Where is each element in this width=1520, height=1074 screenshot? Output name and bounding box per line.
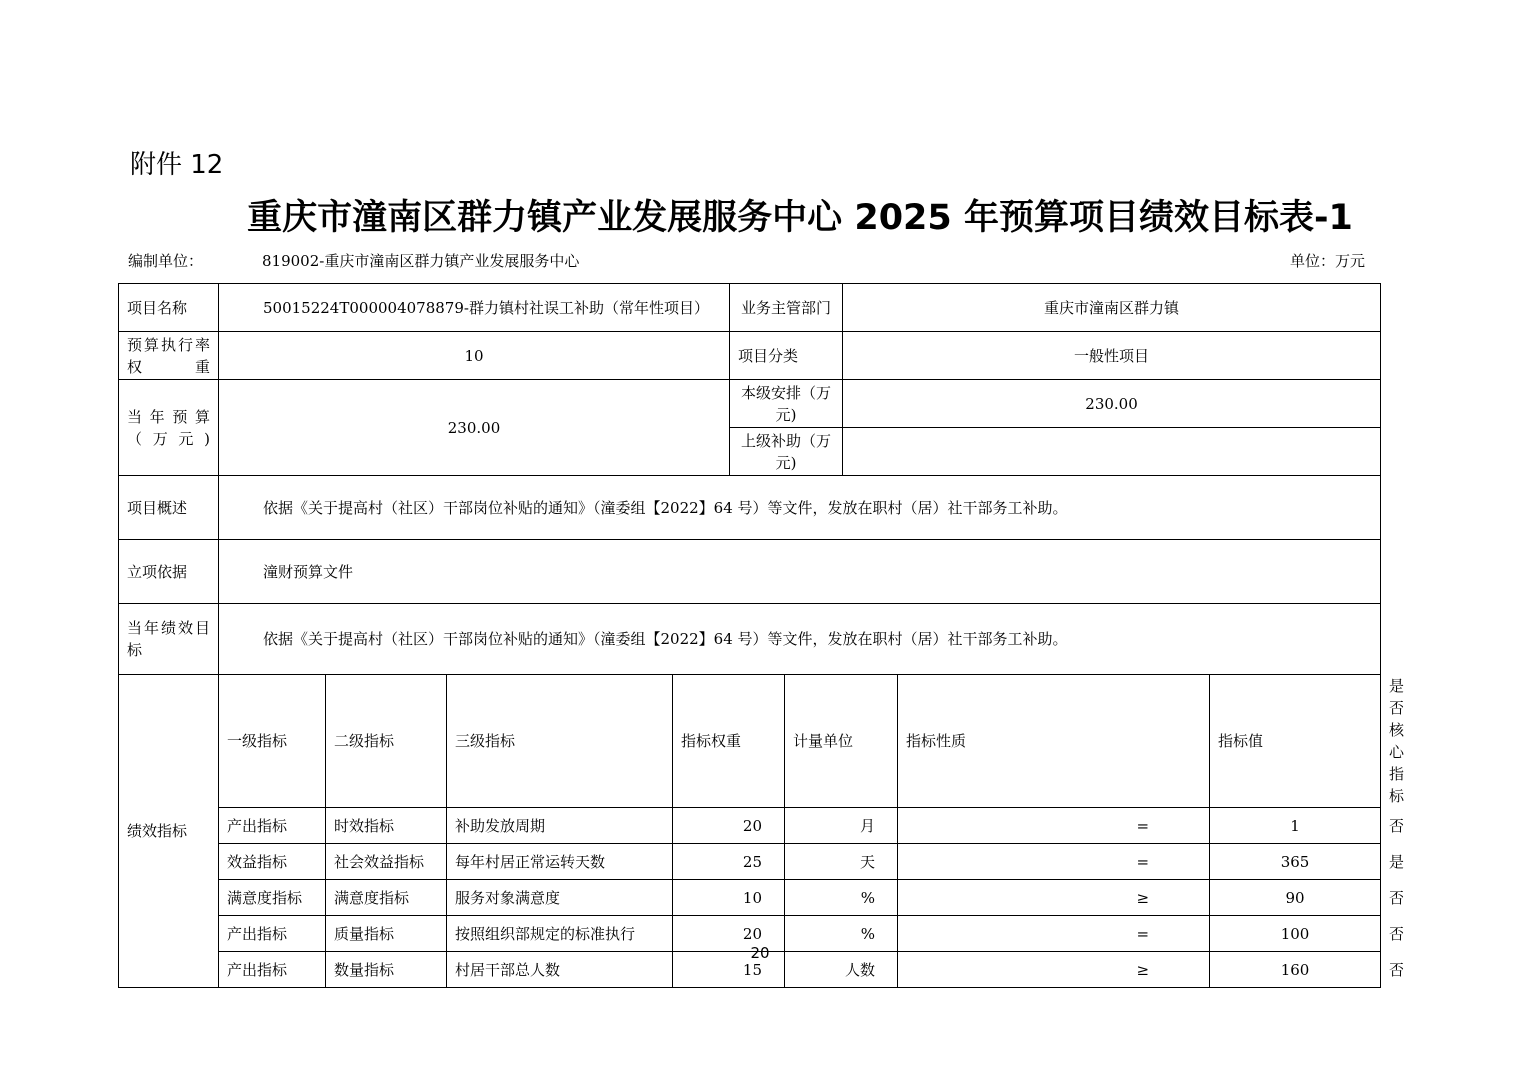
value-cell: 90 xyxy=(1210,880,1381,916)
unit-cell: % xyxy=(785,916,898,952)
level1-cell: 效益指标 xyxy=(219,844,326,880)
level3-cell: 按照组织部规定的标准执行 xyxy=(447,916,673,952)
indicator-header: 计量单位 xyxy=(785,675,898,808)
table-row: 产出指标 数量指标 村居干部总人数 15 人数 ≥ 160 否 xyxy=(119,952,1381,988)
project-name-label: 项目名称 xyxy=(119,284,219,332)
indicator-header: 指标权重 xyxy=(673,675,785,808)
table-row xyxy=(119,380,1381,428)
local-label: 本级安排（万元) xyxy=(730,380,843,428)
table-row xyxy=(119,604,1381,675)
level3-cell: 每年村居正常运转天数 xyxy=(447,844,673,880)
weight-label: 预算执行率权重 xyxy=(119,332,219,380)
table-row: 满意度指标 满意度指标 服务对象满意度 10 % ≥ 90 否 xyxy=(119,880,1381,916)
level1-cell: 产出指标 xyxy=(219,808,326,844)
table-row: 产出指标 时效指标 补助发放周期 20 月 = 1 否 xyxy=(119,808,1381,844)
goal-value: 依据《关于提高村（社区）干部岗位补贴的通知》（潼委组【2022】64 号）等文件，发放在职村（居）社干部务工补助。 xyxy=(219,604,1381,675)
compiling-unit-value: 819002-重庆市潼南区群力镇产业发展服务中心 xyxy=(262,252,580,270)
basis-label: 立项依据 xyxy=(119,540,219,604)
overview-label: 项目概述 xyxy=(119,476,219,540)
table-row xyxy=(119,284,1381,332)
table-row xyxy=(119,332,1381,380)
goal-label: 当年绩效目标 xyxy=(119,604,219,675)
budget-value: 230.00 xyxy=(219,380,730,476)
upper-value xyxy=(843,428,1381,476)
weight-cell: 25 xyxy=(673,844,785,880)
weight-cell: 20 xyxy=(673,808,785,844)
attachment-label: 附件 12 xyxy=(130,150,224,180)
category-label: 项目分类 xyxy=(730,332,843,380)
indicator-header: 指标值 xyxy=(1210,675,1381,808)
level3-cell: 村居干部总人数 xyxy=(447,952,673,988)
indicator-header: 指标性质 xyxy=(898,675,1210,808)
performance-table xyxy=(118,283,1405,988)
level2-cell: 质量指标 xyxy=(326,916,447,952)
unit-cell: % xyxy=(785,880,898,916)
value-cell: 1 xyxy=(1210,808,1381,844)
upper-label: 上级补助（万元) xyxy=(730,428,843,476)
unit-cell: 人数 xyxy=(785,952,898,988)
level2-cell: 社会效益指标 xyxy=(326,844,447,880)
project-name-value: 50015224T000004078879-群力镇村社误工补助（常年性项目） xyxy=(219,284,730,332)
weight-cell: 10 xyxy=(673,880,785,916)
basis-value: 潼财预算文件 xyxy=(219,540,1381,604)
indicator-section-label: 绩效指标 xyxy=(119,675,219,988)
money-unit: 单位：万元 xyxy=(1290,252,1366,270)
weight-cell: 20 xyxy=(673,916,785,952)
level3-cell: 补助发放周期 xyxy=(447,808,673,844)
level2-cell: 时效指标 xyxy=(326,808,447,844)
unit-cell: 月 xyxy=(785,808,898,844)
level1-cell: 产出指标 xyxy=(219,916,326,952)
nature-cell: ≥ xyxy=(898,880,1210,916)
dept-label: 业务主管部门 xyxy=(730,284,843,332)
value-cell: 365 xyxy=(1210,844,1381,880)
category-value: 一般性项目 xyxy=(843,332,1381,380)
level2-cell: 满意度指标 xyxy=(326,880,447,916)
table-row: 效益指标 社会效益指标 每年村居正常运转天数 25 天 = 365 是 xyxy=(119,844,1381,880)
level1-cell: 产出指标 xyxy=(219,952,326,988)
indicator-header: 一级指标 xyxy=(219,675,326,808)
indicator-header-row: 绩效指标 一级指标 二级指标 三级指标 指标权重 计量单位 指标性质 指标值 是否核心指标 xyxy=(119,675,1381,808)
compiling-unit-label: 编制单位： xyxy=(128,252,204,270)
indicator-header: 二级指标 xyxy=(326,675,447,808)
table-row xyxy=(119,476,1381,540)
indicator-header: 三级指标 xyxy=(447,675,673,808)
document-title: 重庆市潼南区群力镇产业发展服务中心 2025 年预算项目绩效目标表-1 xyxy=(247,198,1353,238)
table-row: 产出指标 质量指标 按照组织部规定的标准执行 20 % = 100 否 xyxy=(119,916,1381,952)
level3-cell: 服务对象满意度 xyxy=(447,880,673,916)
nature-cell: = xyxy=(898,916,1210,952)
weight-value: 10 xyxy=(219,332,730,380)
dept-value: 重庆市潼南区群力镇 xyxy=(843,284,1381,332)
page-number: 20 xyxy=(750,944,770,962)
nature-cell: ≥ xyxy=(898,952,1210,988)
value-cell: 160 xyxy=(1210,952,1381,988)
overview-value: 依据《关于提高村（社区）干部岗位补贴的通知》（潼委组【2022】64 号）等文件，发放在职村（居）社干部务工补助。 xyxy=(219,476,1381,540)
local-value: 230.00 xyxy=(843,380,1381,428)
nature-cell: = xyxy=(898,808,1210,844)
weight-cell: 15 xyxy=(673,952,785,988)
unit-cell: 天 xyxy=(785,844,898,880)
level2-cell: 数量指标 xyxy=(326,952,447,988)
value-cell: 100 xyxy=(1210,916,1381,952)
table-row xyxy=(119,540,1381,604)
nature-cell: = xyxy=(898,844,1210,880)
level1-cell: 满意度指标 xyxy=(219,880,326,916)
budget-label: 当年预算（万元) xyxy=(119,380,219,476)
